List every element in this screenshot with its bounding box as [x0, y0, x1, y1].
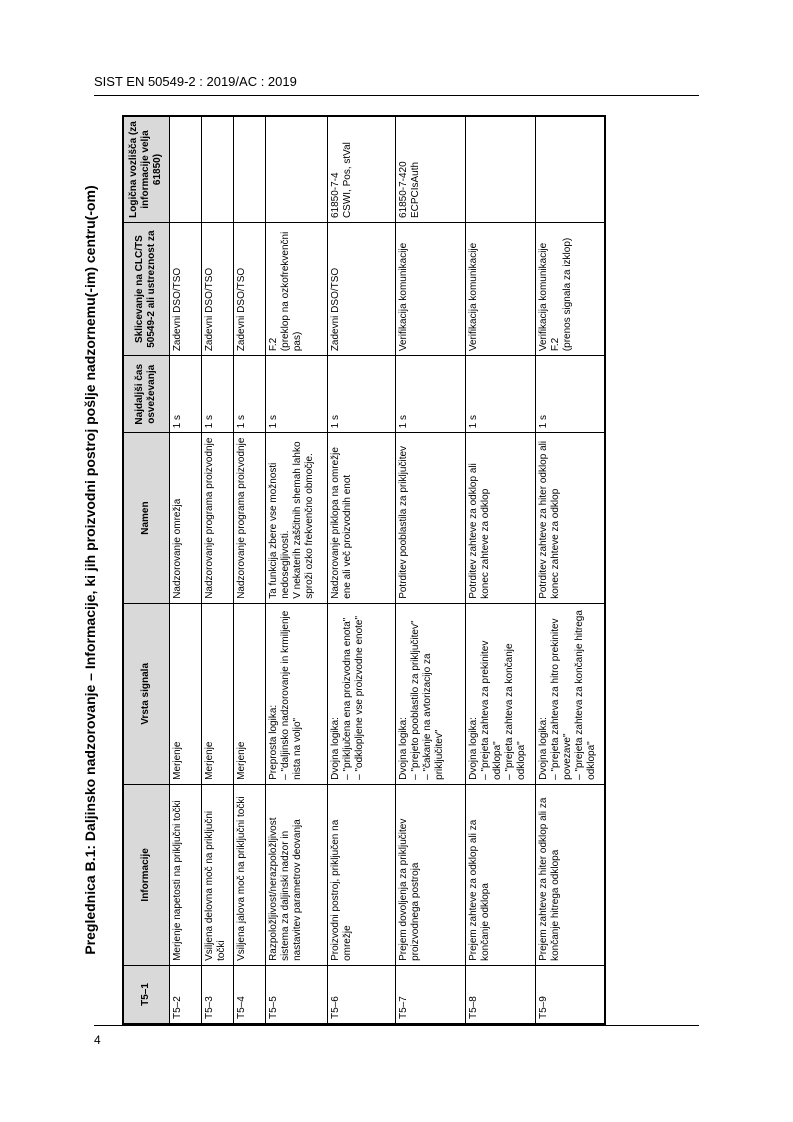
- table-cell: Prejem zahteve za hiter odklop ali za končanje hitrega odklopa: [535, 784, 605, 965]
- table-cell: Verifikacija komunikacije F.2 (prenos signala za izklop): [535, 223, 605, 356]
- table-cell: 1 s: [265, 356, 327, 433]
- table-cell: Nadzorovanje programa proizvodnje: [201, 433, 233, 603]
- table-cell: Ta funkcija zbere vse možnosti nedosegljivosti. V nekaterih zaščitnih shemah lahko sproži ozko frekvenčno območje.: [265, 433, 327, 603]
- table-cell: Razpoložljivost/nerazpoložljivost sistema za daljinski nadzor in nastavitev parametrov deovanja: [265, 784, 327, 965]
- table-cell: [169, 116, 201, 223]
- rotated-table-area: [82, 115, 622, 1025]
- table-row: [233, 116, 265, 1024]
- table-row: [169, 116, 201, 1024]
- table-cell: [265, 116, 327, 223]
- table-header-row: [123, 116, 169, 1024]
- table-cell: T5–8: [465, 965, 535, 1024]
- table-cell: T5–6: [327, 965, 395, 1024]
- table-cell: 1 s: [233, 356, 265, 433]
- table-row: [395, 116, 465, 1024]
- table-cell: Potrditev pooblastila za priključitev: [395, 433, 465, 603]
- table-cell: Dvojna logika: – "priključena ena proizvodna enota" – "odklopljene vse proizvodne enote": [327, 603, 395, 784]
- table-cell: Merjenje: [169, 603, 201, 784]
- table-cell: [233, 116, 265, 223]
- col-header: Informacije: [123, 784, 169, 965]
- table-cell: Verifikacija komunikacije: [465, 223, 535, 356]
- table-title: Preglednica B.1: Daljinsko nadzorovanje – Informacije, ki jih proizvodni postroj pošlje nadzornemu(-im) centru(-om): [82, 185, 98, 955]
- table-row: [465, 116, 535, 1024]
- table-cell: Zadevni DSO/TSO: [169, 223, 201, 356]
- page-number: 4: [94, 1033, 101, 1047]
- table-cell: Dvojna logika: – "prejeta zahteva za hitro prekinitev povezave" – "prejeta zahteva za končanje hitrega odklopa": [535, 603, 605, 784]
- table-cell: 61850-7-4 CSWI, Pos, stVal: [327, 116, 395, 223]
- header-rule: [94, 95, 699, 96]
- table-cell: T5–9: [535, 965, 605, 1024]
- table-cell: Dvojna logika: – "prejeto pooblastilo za priključitev" – "čakanje na avtorizacijo za priključitev": [395, 603, 465, 784]
- table-row: [535, 116, 605, 1024]
- table-cell: Prejem dovoljenja za priključitev proizvodnega postroja: [395, 784, 465, 965]
- table-cell: [201, 116, 233, 223]
- table-cell: Vsiljena jalova moč na priključni točki: [233, 784, 265, 965]
- table-cell: T5–5: [265, 965, 327, 1024]
- col-header: Vrsta signala: [123, 603, 169, 784]
- table-cell: Dvojna logika: – "prejeta zahteva za prekinitev odklopa" – "prejeta zahteva za končanje odklopa": [465, 603, 535, 784]
- table-cell: T5–7: [395, 965, 465, 1024]
- table-cell: Nadzorovanje programa proizvodnje: [233, 433, 265, 603]
- col-header: Sklicevanje na CLC/TS 50549-2 ali ustreznost za: [123, 223, 169, 356]
- table-cell: Merjenje napetosti na priključni točki: [169, 784, 201, 965]
- table-cell: Potrditev zahteve za odklop ali konec zahteve za odklop: [465, 433, 535, 603]
- table-cell: Merjenje: [201, 603, 233, 784]
- footer-rule: [94, 1025, 699, 1026]
- document-header: SIST EN 50549-2 : 2019/AC : 2019: [94, 74, 297, 89]
- col-header: Najdaljši čas osveževanja: [123, 356, 169, 433]
- table-cell: 1 s: [201, 356, 233, 433]
- table-cell: Nadzorovanje priklopa na omrežje ene ali več proizvodnih enot: [327, 433, 395, 603]
- table-row: [265, 116, 327, 1024]
- table-cell: Vsiljena delovna moč na priključni točki: [201, 784, 233, 965]
- table-cell: Merjenje: [233, 603, 265, 784]
- table-cell: Potrditev zahteve za hiter odklop ali konec zahteve za odklop: [535, 433, 605, 603]
- table-cell: Nadzorovanje omrežja: [169, 433, 201, 603]
- table-cell: T5–4: [233, 965, 265, 1024]
- table-cell: 61850-7-420 ECPCIsAuth: [395, 116, 465, 223]
- table-cell: F.2 (preklop na ozkofrekvenčni pas): [265, 223, 327, 356]
- table-cell: Prejem zahteve za odklop ali za končanje odklopa: [465, 784, 535, 965]
- col-header: Logična vozlišča (za informacije velja 61850): [123, 116, 169, 223]
- table-cell: Zadevni DSO/TSO: [233, 223, 265, 356]
- col-header: Namen: [123, 433, 169, 603]
- table-cell: [465, 116, 535, 223]
- table-cell: 1 s: [327, 356, 395, 433]
- table-cell: T5–3: [201, 965, 233, 1024]
- table-cell: Verifikacija komunikacije: [395, 223, 465, 356]
- table-body: [169, 116, 605, 1024]
- table-cell: [535, 116, 605, 223]
- table-cell: T5–2: [169, 965, 201, 1024]
- table-cell: 1 s: [395, 356, 465, 433]
- table-cell: Zadevni DSO/TSO: [327, 223, 395, 356]
- table-cell: 1 s: [535, 356, 605, 433]
- data-table: [122, 115, 606, 1025]
- table-row: [327, 116, 395, 1024]
- col-header: T5–1: [123, 965, 169, 1024]
- table-cell: Zadevni DSO/TSO: [201, 223, 233, 356]
- table-cell: Preprosta logika: – "daljinsko nadzorovanje in krmiljenje nista na voljo": [265, 603, 327, 784]
- table-cell: 1 s: [169, 356, 201, 433]
- table-cell: Proizvodni postroj, priključen na omrežje: [327, 784, 395, 965]
- table-row: [201, 116, 233, 1024]
- table-cell: 1 s: [465, 356, 535, 433]
